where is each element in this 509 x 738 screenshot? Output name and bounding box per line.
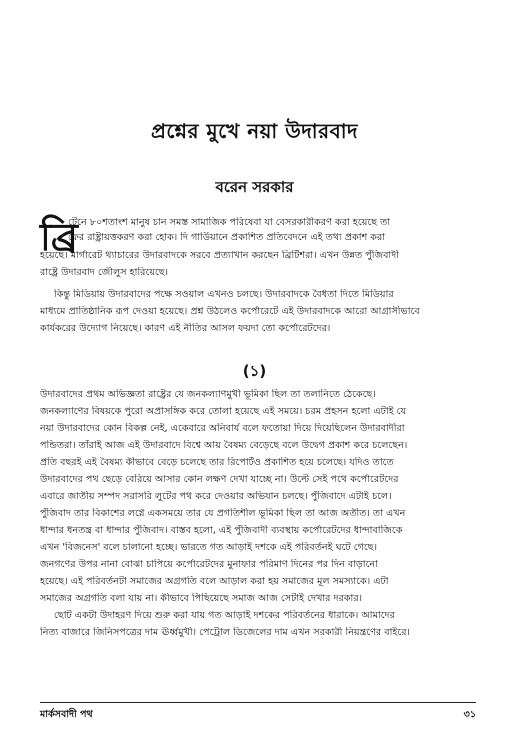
text-line: জনগণের উপর নানা বোঝা চাপিয়ে কর্পোরেটদের মুনাফার পরিমাণ দিনের পর দিন বাড়ানো (40, 559, 378, 570)
article-title: প্রশ্নের মুখে নয়া উদারবাদ (150, 119, 359, 143)
footer-page-number: ৩১ (463, 709, 476, 720)
footer-divider (40, 702, 476, 703)
text-line: পন্ডিতরা। তাঁরাই আজ এই উদারবাদে বিশ্বে আয় বৈষম্য বেড়েছে বলে উদ্বেগ প্রকাশ করে চলেছেন। (40, 440, 408, 451)
drop-cap: ব্রি (40, 214, 78, 259)
section-number: (১) (242, 362, 267, 380)
text-line: ফের রাষ্ট্রায়ত্তকরণ করা হোক। দি গার্ডিয়ানে প্রকাশিত প্রতিবেদনে এই তথ্য প্রকাশ করা (68, 232, 386, 243)
text-line: হয়েছে। মার্গারেট থ্যাচারের উদারবাদকে সরবে প্রত্যাখান করছেন ব্রিটিশরা। এখন উন্নত পুঁজিবাদী (40, 250, 399, 261)
text-line: টেনে ৮০শতাংশ মানুষ চান সমস্ত সামাজিক পরিষেবা যা বেসরকারীকরণ করা হয়েছে তা (68, 217, 391, 228)
text-line: প্রতি বছরই এই বৈষম্য কীভাবে বেড়ে চলেছে তার রিপোর্টও প্রকাশিত হয়ে চলেছে। যদিও তাতে (40, 457, 394, 468)
text-line: নিত্য বাজারে জিনিসপত্রের দাম ঊর্ধ্বমুখী। পেট্রোল ডিজেলের দাম এখন সরকারী নিয়ন্ত্রণের বাইরে। (40, 627, 410, 638)
footer-journal-name: মার্কসবাদী পথ (40, 709, 93, 720)
text-line: উদারবাদের পথ ছেড়ে বেরিয়ে আসার কোন লক্ষণ দেখা যাচ্ছে না। উল্টে সেই পথে কর্পোরেটদের (40, 474, 399, 485)
text-line: উদারবাদের প্রথম অভিজ্ঞতা রাষ্ট্রের যে জনকল্যাণমুখী ভূমিকা ছিল তা তলানিতে ঠেকেছে। (40, 389, 376, 400)
text-line: জনকল্যাণের বিষয়কে পুরো অপ্রাসঙ্গিক করে তোলা হয়েছে এই সময়ে। চরম প্রহসন হলো এটাই যে (40, 406, 407, 417)
text-line: নয়া উদারবাদের কোন বিকল্প নেই, একেবারে অনিবার্য বলে ফতোয়া দিয়ে দিয়েছিলেন উদারবাদীরা (40, 423, 405, 434)
text-line: হয়েছে। এই পরিবর্তনটা সমাজের অগ্রগতি বলে আড়াল করা হয় সমাজের মূল সমস্যাকে। এটা (40, 576, 389, 587)
text-line: এখন 'বিজনেস' বলে চালানো হচ্ছে। ভারতে গত আড়াই দশকে এই পরিবর্তনই ঘটে গেছে। (40, 542, 377, 553)
text-line: কার্যকরের উদ্যোগ নিয়েছে। কারণ এই নীতির আসল ফয়দা তো কর্পোরেটদের। (40, 323, 331, 334)
text-line: ধান্দার ধনতন্ত্র বা ধান্দার পুঁজিবাদ। বাস্তব হলো, এই পুঁজিবাদী ব্যবস্থায় কর্পোরেটদের ধান্দাবাজিকে (40, 525, 403, 536)
text-line: মাধ্যমে প্রাতিষ্ঠানিক রূপ দেওয়া হয়েছে। প্রশ্ন উঠলেও কর্পোরেটে এই উদারবাদকে আরো আগ্রাসীভাবে (40, 306, 420, 317)
text-line: পুঁজিবাদ তার বিকাশের লগ্নে একসময়ে তার যে প্রগতিশীল ভূমিকা ছিল তা আজ অতীত। তা এখন (40, 508, 406, 519)
text-line: সমাজের অগ্রগতি বলা যায় না। কীভাবে পিছিয়েছে সমাজ আজ সেটাই দেখার দরকার। (40, 593, 363, 604)
text-line: রাষ্ট্রে উদারবাদ জৌলুস হারিয়েছে। (40, 267, 169, 278)
text-line: এবারে জাতীয় সম্পদ সরাসরি লুটের পথ করে দেওয়ার অভিযান চলছে। পুঁজিবাদে এটাই চলে। (40, 491, 392, 502)
text-line: কিন্তু মিডিয়ায় উদারবাদের পক্ষে সওয়াল এখনও চলছে। উদারবাদকে বৈধতা দিতে মিডিয়ার (54, 289, 394, 300)
text-line: ছোট একটা উদাহরণ দিয়ে শুরু করা যায় গত আড়াই দশকের পরিবর্তনের ধারাকে। আমাদের (54, 610, 395, 621)
article-author: বরেন সরকার (215, 178, 294, 196)
